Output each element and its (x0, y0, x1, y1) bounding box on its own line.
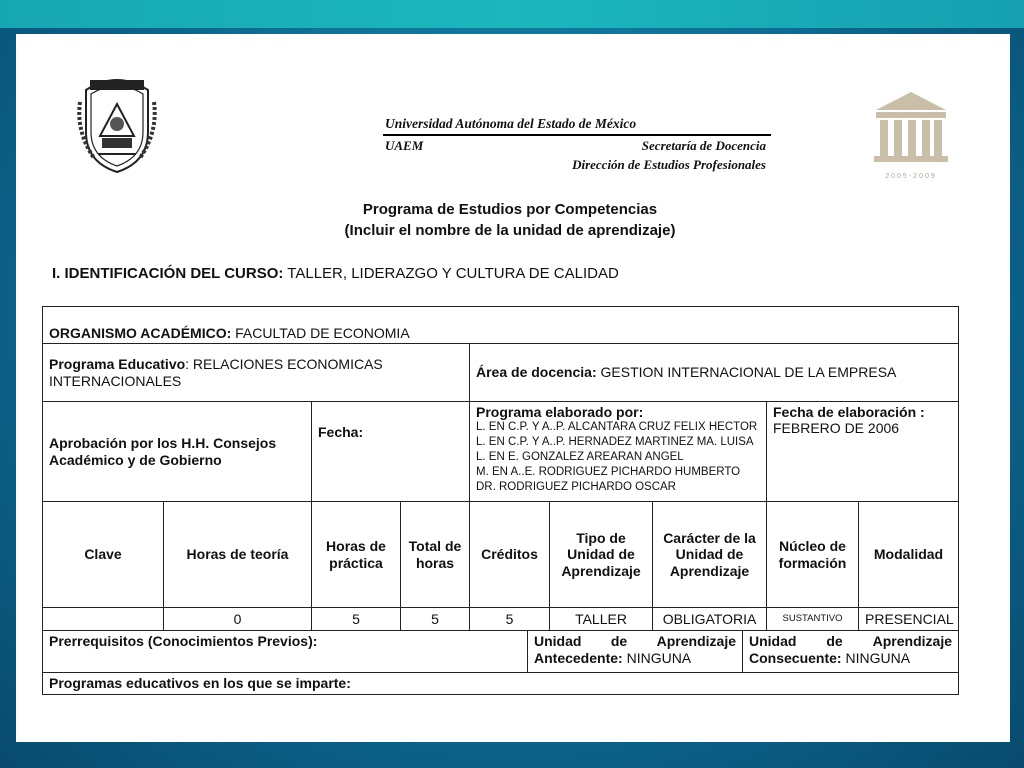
fecha-elaboracion-label: Fecha de elaboración : (773, 404, 925, 420)
col-tipo: Tipo de Unidad de Aprendizaje (550, 502, 653, 608)
consecuente-value: NINGUNA (841, 649, 911, 666)
fecha-elaboracion-cell (767, 402, 959, 502)
author-item: M. EN A..E. RODRIGUEZ PICHARDO HUMBERTO (476, 465, 741, 478)
val-total-horas: 5 (401, 608, 470, 631)
author-item: L. EN C.P. Y A..P. HERNADEZ MARTINEZ MA. LUISA (476, 436, 754, 449)
prerequisites-table (42, 630, 959, 695)
table-row (43, 608, 959, 631)
consecuente-cell (743, 631, 959, 673)
consecuente-heading (749, 633, 952, 650)
aprobacion-label: Aprobación por los H.H. Consejos Académico y de Gobierno (43, 402, 312, 502)
author-item: L. EN C.P. Y A..P. ALCANTARA CRUZ FELIX HECTOR (476, 421, 758, 434)
consecuente-word: de (826, 633, 843, 649)
document-subtitle: (Incluir el nombre de la unidad de aprendizaje) (344, 222, 676, 239)
fecha-label: Fecha: (312, 402, 470, 502)
course-name: TALLER, LIDERAZGO Y CULTURA DE CALIDAD (283, 265, 619, 282)
author-item: L. EN E. GONZALEZ AREARAN ANGEL (476, 450, 684, 463)
col-creditos: Créditos (470, 502, 550, 608)
antecedente-value: NINGUNA (622, 649, 692, 666)
building-logo (870, 88, 952, 184)
logo-years: 2005-2009 (885, 173, 937, 180)
col-modalidad: Modalidad (859, 502, 959, 608)
organismo-label: ORGANISMO ACADÉMICO: (49, 324, 232, 341)
antecedente-word: Unidad (534, 633, 582, 649)
author-item: DR. RODRIGUEZ PICHARDO OSCAR (476, 480, 676, 493)
consecuente-label: Consecuente: (749, 649, 842, 666)
top-band (0, 0, 1024, 28)
val-horas-practica: 5 (312, 608, 401, 631)
val-modalidad: PRESENCIAL (859, 608, 959, 631)
identification-label: I. IDENTIFICACIÓN DEL CURSO: (52, 265, 284, 282)
elaborado-label: Programa elaborado por: (476, 404, 644, 420)
antecedente-word: Aprendizaje (656, 633, 736, 649)
col-horas-practica: Horas de práctica (312, 502, 401, 608)
val-nucleo: SUSTANTIVO (767, 608, 859, 631)
col-nucleo: Núcleo de formación (767, 502, 859, 608)
organismo-row (43, 307, 959, 344)
organismo-value: FACULTAD DE ECONOMIA (231, 324, 410, 341)
antecedente-word: de (610, 633, 628, 649)
elaborado-cell (470, 402, 767, 502)
val-tipo: TALLER (550, 608, 653, 631)
consecuente-word: Unidad (749, 633, 797, 649)
programas-educativos-label: Programas educativos en los que se imparte: (43, 673, 959, 695)
antecedente-cell (528, 631, 743, 673)
direccion-label: Dirección de Estudios Profesionales (572, 157, 766, 172)
university-acronym: UAEM (385, 138, 424, 153)
secretaria-label: Secretaría de Docencia (641, 138, 766, 153)
uaem-seal-logo (74, 62, 160, 176)
area-label: Área de docencia: (476, 364, 597, 381)
university-name: Universidad Autónoma del Estado de México (385, 116, 637, 131)
area-value: GESTION INTERNACIONAL DE LA EMPRESA (596, 364, 897, 381)
header-divider (383, 134, 771, 136)
col-total-horas: Total de horas (401, 502, 470, 608)
programa-value: RELACIONES ECONOMICAS INTERNACIONALES (49, 356, 383, 389)
col-clave: Clave (43, 502, 164, 608)
col-horas-teoria: Horas de teoría (164, 502, 312, 608)
antecedente-heading (534, 633, 736, 650)
programa-label: Programa Educativo (49, 356, 186, 373)
prerrequisitos-label: Prerrequisitos (Conocimientos Previos): (43, 631, 528, 673)
fecha-elaboracion-value: FEBRERO DE 2006 (773, 420, 900, 437)
programa-educativo-cell (43, 344, 470, 402)
val-clave (43, 608, 164, 631)
val-creditos: 5 (470, 608, 550, 631)
val-caracter: OBLIGATORIA (653, 608, 767, 631)
col-caracter: Carácter de la Unidad de Aprendizaje (653, 502, 767, 608)
consecuente-word: Aprendizaje (872, 633, 952, 649)
val-horas-teoria: 0 (164, 608, 312, 631)
antecedente-label: Antecedente: (534, 649, 623, 666)
area-docencia-cell (470, 344, 959, 402)
course-info-table (42, 306, 959, 631)
course-identification (52, 265, 619, 282)
document-title: Programa de Estudios por Competencias (362, 201, 658, 218)
programa-sep: : (185, 356, 190, 373)
